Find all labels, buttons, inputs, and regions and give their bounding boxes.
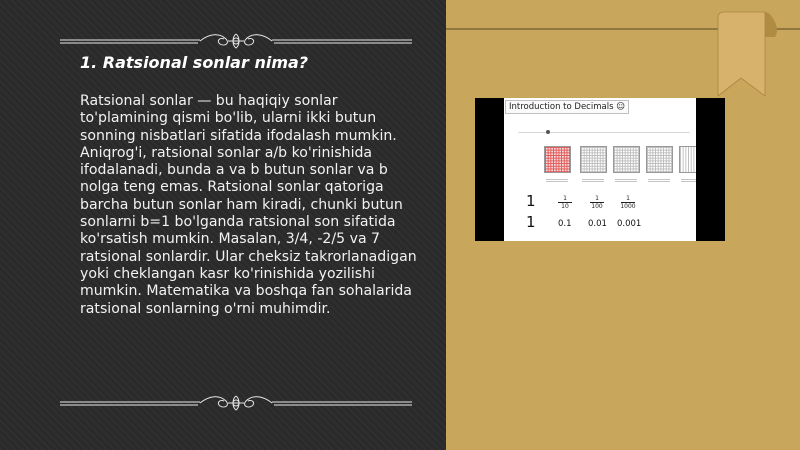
slide-body-text: Ratsional sonlar — bu haqiqiy sonlar to'plamining qismi bo'lib, ularni ikki butun sonning nisbatlari sifatida ifodalash mumkin. Aniqrog'i, ratsional sonlar a/b ko'rinishida ifodalanadi, bunda a va b butun sonlar va b nolga teng emas. Ratsional sonlar qatoriga barcha butun sonlar ham kiradi, chunki butun sonlarni b=1 bo'lganda ratsional son sifatida ko'rsatish mumkin. Masalan, 3/4, -2/5 va 7 ratsional sonlardir. Ular cheksiz takrorlanadigan yoki cheklangan kasr ko'rinishida yozilishi mumkin. Matematika va boshqa fan sohalarida ratsional sonlarning o'rni muhimdir. bbox=[80, 93, 417, 317]
flourish-ornament-bottom-icon bbox=[60, 393, 412, 413]
grid-hundredths bbox=[646, 146, 673, 173]
fraction-hundredth bbox=[587, 195, 607, 210]
fraction-denominator: 10 bbox=[561, 203, 569, 210]
decimal-tenth: 0.1 bbox=[558, 219, 572, 229]
grid-caption bbox=[677, 178, 696, 184]
grid-caption bbox=[578, 178, 608, 184]
grid-caption bbox=[542, 178, 572, 184]
fraction-tenth bbox=[555, 195, 575, 210]
slide-title: 1. Ratsional sonlar nima? bbox=[80, 53, 309, 72]
fraction-numerator: 1 bbox=[595, 195, 599, 202]
grid-whole-red bbox=[544, 146, 571, 173]
fraction-thousandth bbox=[618, 195, 638, 210]
decimal-thousandth: 0.001 bbox=[617, 219, 642, 229]
whole-number-bottom: 1 bbox=[526, 213, 536, 231]
grid-thousandths bbox=[679, 146, 696, 173]
grid-whole bbox=[580, 146, 607, 173]
grid-tenths bbox=[613, 146, 640, 173]
video-progress-dot bbox=[546, 130, 550, 134]
video-thumbnail[interactable] bbox=[475, 98, 725, 241]
video-progress-line bbox=[518, 132, 690, 133]
video-title: Introduction to Decimals ☺ bbox=[505, 100, 629, 114]
fraction-denominator: 100 bbox=[591, 203, 603, 210]
fraction-denominator: 1000 bbox=[620, 203, 636, 210]
video-frame bbox=[504, 98, 696, 241]
flourish-ornament-top-icon bbox=[60, 31, 412, 51]
decimal-hundredth: 0.01 bbox=[588, 219, 607, 229]
grid-caption bbox=[611, 178, 641, 184]
fraction-numerator: 1 bbox=[563, 195, 567, 202]
whole-number-top: 1 bbox=[526, 192, 536, 210]
grid-caption bbox=[644, 178, 674, 184]
fraction-numerator: 1 bbox=[626, 195, 630, 202]
